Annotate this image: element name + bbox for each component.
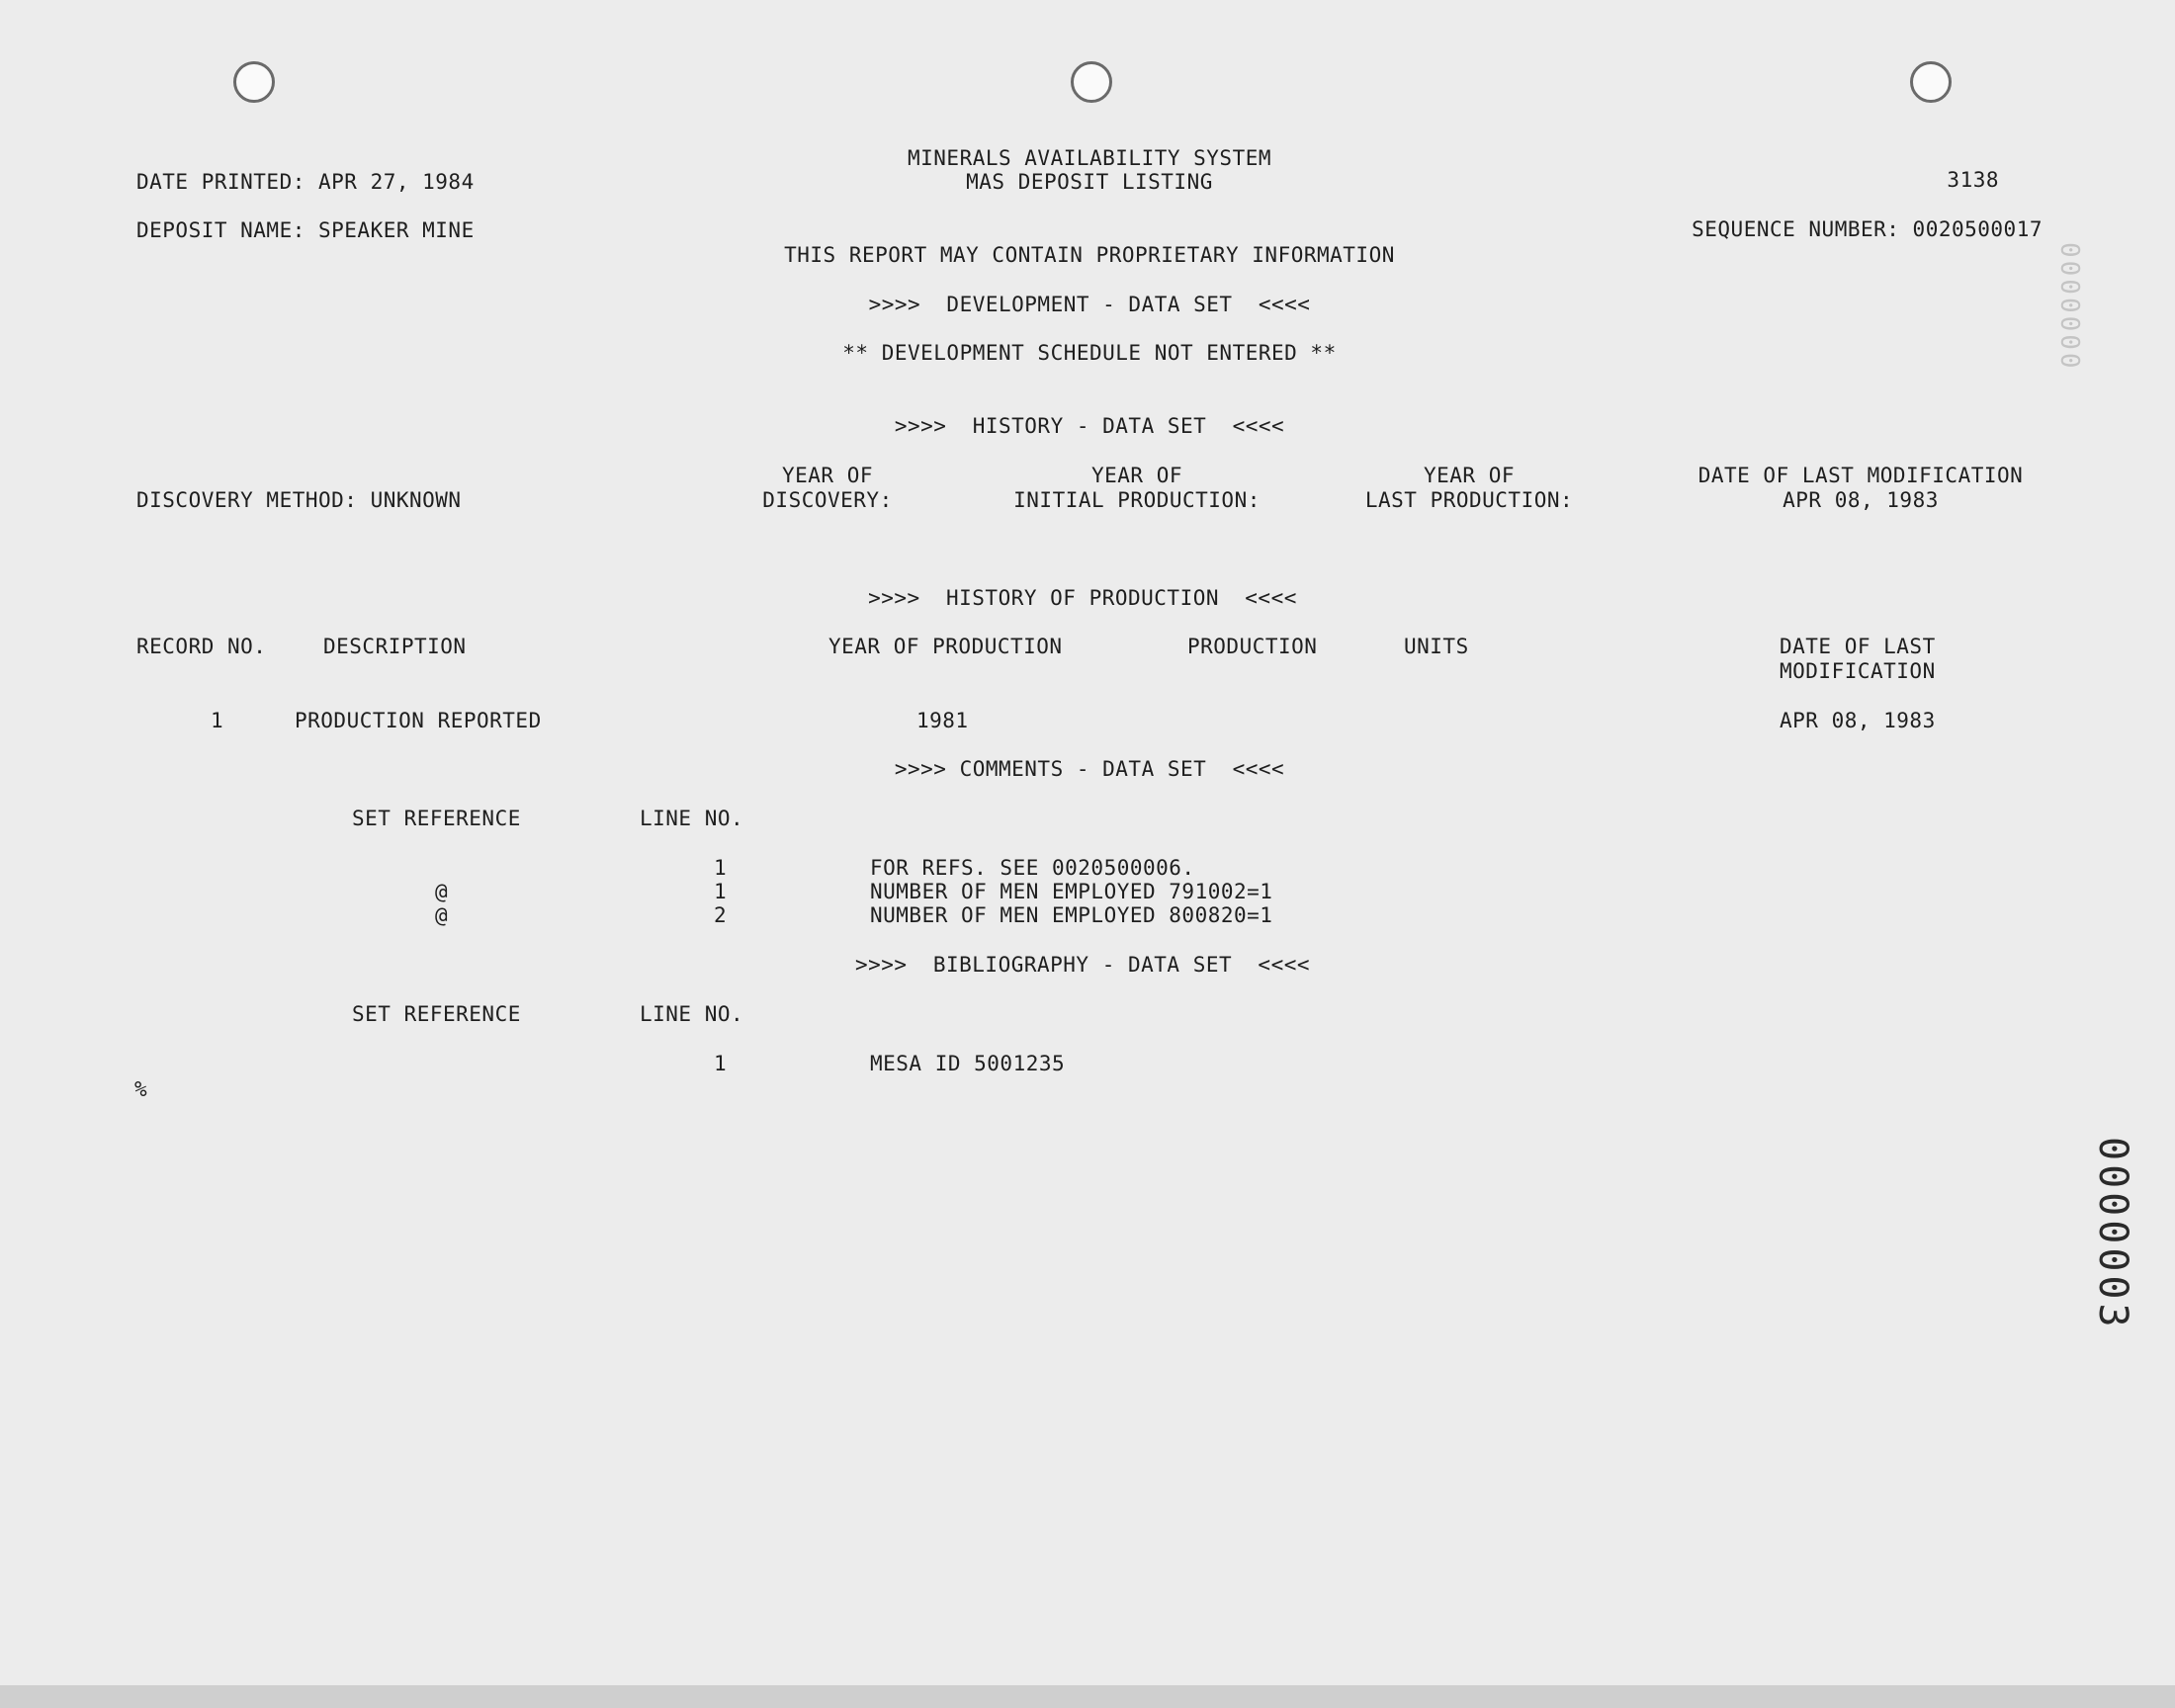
development-heading: >>>> DEVELOPMENT - DATA SET <<<< bbox=[868, 293, 1311, 316]
col-production: PRODUCTION bbox=[1187, 635, 1318, 658]
comment-text: NUMBER OF MEN EMPLOYED 800820=1 bbox=[870, 903, 1273, 927]
bibliography-line-no: 1 bbox=[714, 1052, 728, 1075]
page-number: 3138 bbox=[1947, 168, 1999, 192]
col-year-of-production: YEAR OF PRODUCTION bbox=[828, 635, 1063, 658]
record-description: PRODUCTION REPORTED bbox=[295, 709, 542, 732]
comment-line-no: 2 bbox=[714, 903, 728, 927]
comments-heading: >>>> COMMENTS - DATA SET <<<< bbox=[894, 757, 1285, 781]
date-printed: DATE PRINTED: APR 27, 1984 bbox=[136, 170, 475, 194]
history-heading: >>>> HISTORY - DATA SET <<<< bbox=[894, 414, 1285, 438]
comment-set-reference: @ bbox=[435, 880, 449, 903]
deposit-name: DEPOSIT NAME: SPEAKER MINE bbox=[136, 218, 475, 242]
comment-line-no: 1 bbox=[714, 880, 728, 903]
col-units: UNITS bbox=[1404, 635, 1469, 658]
sequence-number: SEQUENCE NUMBER: 0020500017 bbox=[1692, 217, 2043, 241]
discovery-method: DISCOVERY METHOD: UNKNOWN bbox=[136, 488, 462, 512]
col-description: DESCRIPTION bbox=[323, 635, 467, 658]
side-stamp-faint: 0000000 bbox=[2054, 242, 2084, 372]
development-note: ** DEVELOPMENT SCHEDULE NOT ENTERED ** bbox=[842, 341, 1337, 365]
bibliography-heading: >>>> BIBLIOGRAPHY - DATA SET <<<< bbox=[854, 953, 1311, 977]
punch-hole-center bbox=[1071, 61, 1112, 103]
comments-col-set-reference: SET REFERENCE bbox=[352, 807, 521, 830]
last-production-label: YEAR OF LAST PRODUCTION: bbox=[1364, 464, 1574, 512]
listing-title: MAS DEPOSIT LISTING bbox=[966, 170, 1213, 194]
comments-col-line-no: LINE NO. bbox=[640, 807, 744, 830]
record-year: 1981 bbox=[916, 709, 969, 732]
production-heading: >>>> HISTORY OF PRODUCTION <<<< bbox=[868, 586, 1297, 610]
bibliography-text: MESA ID 5001235 bbox=[870, 1052, 1066, 1075]
initial-production-label: YEAR OF INITIAL PRODUCTION: bbox=[1013, 464, 1261, 512]
side-stamp: 0000003 bbox=[2090, 1137, 2135, 1331]
punch-hole-left bbox=[233, 61, 275, 103]
last-modification: DATE OF LAST MODIFICATION APR 08, 1983 bbox=[1697, 464, 2024, 512]
bibliography-col-line-no: LINE NO. bbox=[640, 1002, 744, 1026]
bibliography-col-set-reference: SET REFERENCE bbox=[352, 1002, 521, 1026]
proprietary-notice: THIS REPORT MAY CONTAIN PROPRIETARY INFORMATION bbox=[784, 243, 1395, 267]
col-date-of-last-modification: DATE OF LAST MODIFICATION bbox=[1780, 635, 1936, 683]
record-modification-date: APR 08, 1983 bbox=[1780, 709, 1936, 732]
system-title: MINERALS AVAILABILITY SYSTEM bbox=[907, 146, 1272, 170]
punch-hole-right bbox=[1910, 61, 1952, 103]
footer-mark: % bbox=[134, 1077, 148, 1101]
col-record-no: RECORD NO. bbox=[136, 635, 267, 658]
comment-text: FOR REFS. SEE 0020500006. bbox=[870, 856, 1195, 880]
record-number: 1 bbox=[211, 709, 224, 732]
year-of-discovery-label: YEAR OF DISCOVERY: bbox=[762, 464, 893, 512]
comment-text: NUMBER OF MEN EMPLOYED 791002=1 bbox=[870, 880, 1273, 903]
comment-set-reference: @ bbox=[435, 903, 449, 927]
comment-line-no: 1 bbox=[714, 856, 728, 880]
scan-edge bbox=[0, 1685, 2175, 1708]
